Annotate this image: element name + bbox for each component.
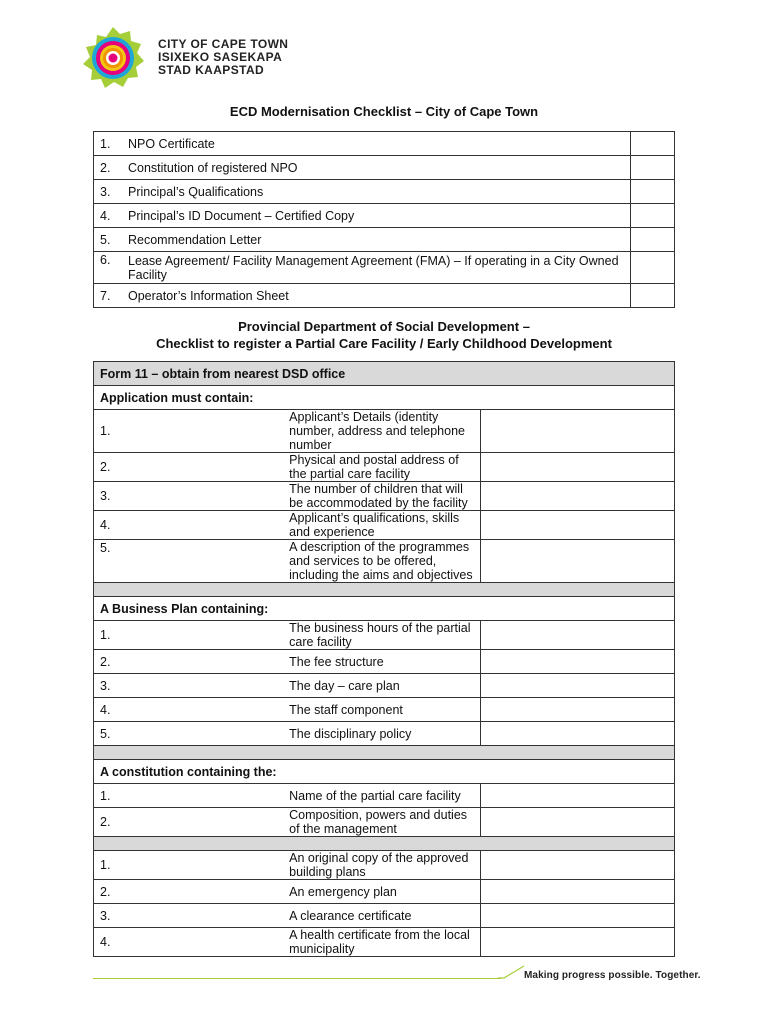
section1-title: ECD Modernisation Checklist – City of Cape Town [229,104,539,119]
item-text: Constitution of registered NPO [126,156,631,180]
table-row [94,674,675,698]
dsd-checklist-table [93,361,675,957]
checkbox-cell[interactable] [481,511,675,540]
checkbox-cell[interactable] [481,722,675,746]
item-number: 3. [94,904,288,928]
separator-row [94,746,675,760]
table-row [94,650,675,674]
item-text: The staff component [287,698,481,722]
item-text: Applicant’s Details (identity number, address and telephone number [287,410,481,453]
item-text: A description of the programmes and services to be offered, including the aims and objectives [287,540,481,583]
logo-line-2: ISIXEKO SASEKAPA [158,50,283,64]
checkbox-cell[interactable] [631,204,675,228]
item-number: 1. [94,784,288,808]
checkbox-cell[interactable] [481,904,675,928]
item-text: Name of the partial care facility [287,784,481,808]
table-row [94,132,675,156]
item-number: 2. [94,453,288,482]
item-text: Operator’s Information Sheet [126,284,631,308]
checkbox-cell[interactable] [631,284,675,308]
item-number: 2. [94,808,288,837]
item-text: An original copy of the approved building plans [287,851,481,880]
checkbox-cell[interactable] [481,482,675,511]
item-number: 4. [94,928,288,957]
item-number: 3. [94,180,127,204]
constitution-header-row [94,760,675,784]
item-text: The fee structure [287,650,481,674]
city-emblem-icon [80,26,146,90]
item-number: 1. [94,851,288,880]
separator-cell [94,583,675,597]
item-text: The number of children that will be accommodated by the facility [287,482,481,511]
item-number: 2. [94,650,288,674]
checkbox-cell[interactable] [481,410,675,453]
item-text: NPO Certificate [126,132,631,156]
table-row [94,698,675,722]
checkbox-cell[interactable] [631,156,675,180]
item-number: 3. [94,674,288,698]
table-row [94,851,675,880]
item-number: 5. [94,540,288,583]
item-text: An emergency plan [287,880,481,904]
item-text: The day – care plan [287,674,481,698]
item-number: 5. [94,722,288,746]
application-header: Application must contain: [94,386,675,410]
checkbox-cell[interactable] [481,540,675,583]
footer-tagline: Making progress possible. Together. [524,970,701,981]
checkbox-cell[interactable] [481,621,675,650]
checkbox-cell[interactable] [631,132,675,156]
table-row [94,482,675,511]
table-row [94,928,675,957]
table-row [94,880,675,904]
item-text: Recommendation Letter [126,228,631,252]
checkbox-cell[interactable] [481,784,675,808]
checkbox-cell[interactable] [481,851,675,880]
city-checklist-table [93,131,675,308]
item-number: 4. [94,511,288,540]
item-number: 4. [94,698,288,722]
table-row [94,904,675,928]
item-text: Composition, powers and duties of the management [287,808,481,837]
table-row [94,410,675,453]
item-text: Principal’s Qualifications [126,180,631,204]
item-number: 2. [94,880,288,904]
section2-title-line-1: Provincial Department of Social Development – [238,319,530,334]
item-number: 3. [94,482,288,511]
item-number: 2. [94,156,127,180]
item-text: Applicant’s qualifications, skills and experience [287,511,481,540]
constitution-header: A constitution containing the: [94,760,675,784]
section2-title-line-2: Checklist to register a Partial Care Facility / Early Childhood Development [156,336,612,351]
item-number: 7. [94,284,127,308]
checkbox-cell[interactable] [481,650,675,674]
separator-cell [94,746,675,760]
item-text: Lease Agreement/ Facility Management Agreement (FMA) – If operating in a City Owned Facility [126,252,631,284]
logo-line-3: STAD KAAPSTAD [158,63,265,77]
separator-cell [94,837,675,851]
table-row [94,722,675,746]
item-number: 1. [94,410,288,453]
checkbox-cell[interactable] [481,698,675,722]
business-header-row [94,597,675,621]
checkbox-cell[interactable] [631,180,675,204]
item-number: 5. [94,228,127,252]
item-text: The disciplinary policy [287,722,481,746]
table-row [94,228,675,252]
item-text: A clearance certificate [287,904,481,928]
table-row [94,808,675,837]
item-text: Principal’s ID Document – Certified Copy [126,204,631,228]
form-header: Form 11 – obtain from nearest DSD office [94,362,675,386]
checkbox-cell[interactable] [481,808,675,837]
table-row [94,784,675,808]
table-row [94,511,675,540]
table-row [94,621,675,650]
table-row [94,453,675,482]
table-row [94,540,675,583]
footer-divider [93,978,501,979]
checkbox-cell[interactable] [481,928,675,957]
table-row [94,180,675,204]
checkbox-cell[interactable] [481,453,675,482]
application-header-row [94,386,675,410]
item-number: 1. [94,132,127,156]
form-header-row [94,362,675,386]
section2-title [0,318,768,352]
item-number: 4. [94,204,127,228]
logo-line-1: CITY OF CAPE TOWN [158,37,289,51]
checkbox-cell[interactable] [481,674,675,698]
item-text: Physical and postal address of the partial care facility [287,453,481,482]
business-header: A Business Plan containing: [94,597,675,621]
table-row [94,252,675,284]
table-row [94,284,675,308]
checkbox-cell[interactable] [481,880,675,904]
item-number: 6. [94,252,127,284]
table-row [94,156,675,180]
item-number: 1. [94,621,288,650]
separator-row [94,837,675,851]
item-text: A health certificate from the local municipality [287,928,481,957]
separator-row [94,583,675,597]
table-row [94,204,675,228]
checkbox-cell[interactable] [631,252,675,284]
checkbox-cell[interactable] [631,228,675,252]
city-logo [80,26,300,90]
item-text: The business hours of the partial care facility [287,621,481,650]
